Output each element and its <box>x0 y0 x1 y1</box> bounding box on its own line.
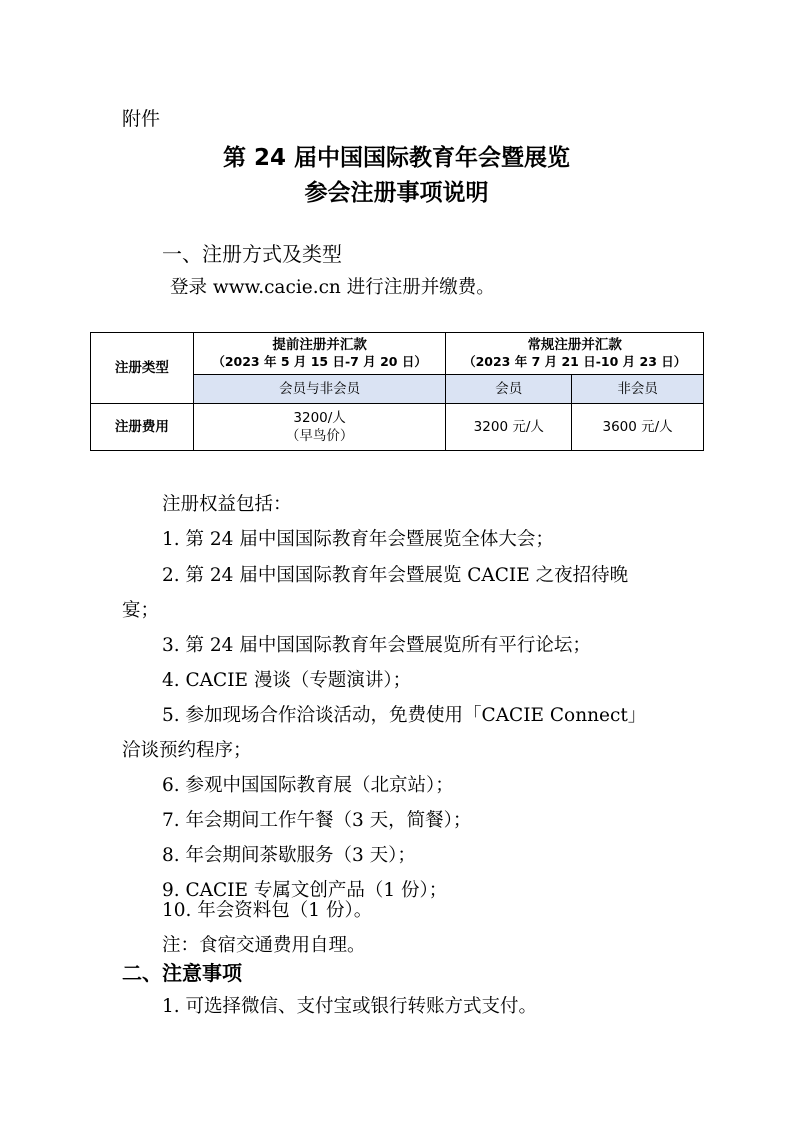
early-fee-cell <box>193 404 446 451</box>
regular-member-label: 会员 <box>446 375 572 404</box>
note-text: 注：食宿交通费用自理。 <box>162 935 366 956</box>
registration-fee-table <box>90 332 704 451</box>
header-registration-fee: 注册费用 <box>91 404 194 451</box>
list-item: 5. 参加现场合作洽谈活动，免费使用「CACIE Connect」 <box>162 705 647 726</box>
regular-non-member-fee: 3600 元/人 <box>572 404 704 451</box>
list-item: 1. 可选择微信、支付宝或银行转账方式支付。 <box>162 996 538 1017</box>
regular-registration-period: （2023 年 7 月 21 日-10 月 23 日） <box>463 354 687 370</box>
header-registration-type: 注册类型 <box>91 333 194 404</box>
list-item: 1. 第 24 届中国国际教育年会暨展览全体大会； <box>162 529 554 550</box>
regular-registration-header <box>446 333 704 375</box>
early-member-type: 会员与非会员 <box>193 375 446 404</box>
regular-non-member-label: 非会员 <box>572 375 704 404</box>
regular-registration-title: 常规注册并汇款 <box>527 336 622 353</box>
document-title: 第 24 届中国国际教育年会暨展览 <box>222 145 571 171</box>
list-item: 3. 第 24 届中国国际教育年会暨展览所有平行论坛； <box>162 635 591 656</box>
attachment-label: 附件 <box>122 108 161 130</box>
login-instruction: 登录 www.cacie.cn 进行注册并缴费。 <box>170 277 495 298</box>
benefits-intro: 注册权益包括： <box>162 494 292 515</box>
list-item: 8. 年会期间茶歇服务（3 天）； <box>162 845 416 866</box>
list-item: 4. CACIE 漫谈（专题演讲）； <box>162 670 412 691</box>
section2-heading: 二、注意事项 <box>122 961 242 985</box>
list-item: 7. 年会期间工作午餐（3 天，简餐）； <box>162 810 472 831</box>
list-item-continuation: 洽谈预约程序； <box>122 740 252 761</box>
list-item: 9. CACIE 专属文创产品（1 份）； <box>162 880 448 901</box>
early-registration-title: 提前注册并汇款 <box>272 336 367 353</box>
early-registration-period: （2023 年 5 月 15 日-7 月 20 日） <box>212 354 427 370</box>
early-registration-header <box>193 333 446 375</box>
early-fee-note: （早鸟价） <box>285 428 354 444</box>
section1-heading: 一、注册方式及类型 <box>162 242 342 266</box>
early-fee-amount: 3200/人 <box>293 409 346 426</box>
regular-member-fee: 3200 元/人 <box>446 404 572 451</box>
list-item: 6. 参观中国国际教育展（北京站）； <box>162 775 454 796</box>
list-item: 10. 年会资料包（1 份）。 <box>162 900 373 921</box>
document-subtitle: 参会注册事项说明 <box>304 180 489 206</box>
list-item-continuation: 宴； <box>122 600 160 621</box>
list-item: 2. 第 24 届中国国际教育年会暨展览 CACIE 之夜招待晚 <box>162 565 629 586</box>
